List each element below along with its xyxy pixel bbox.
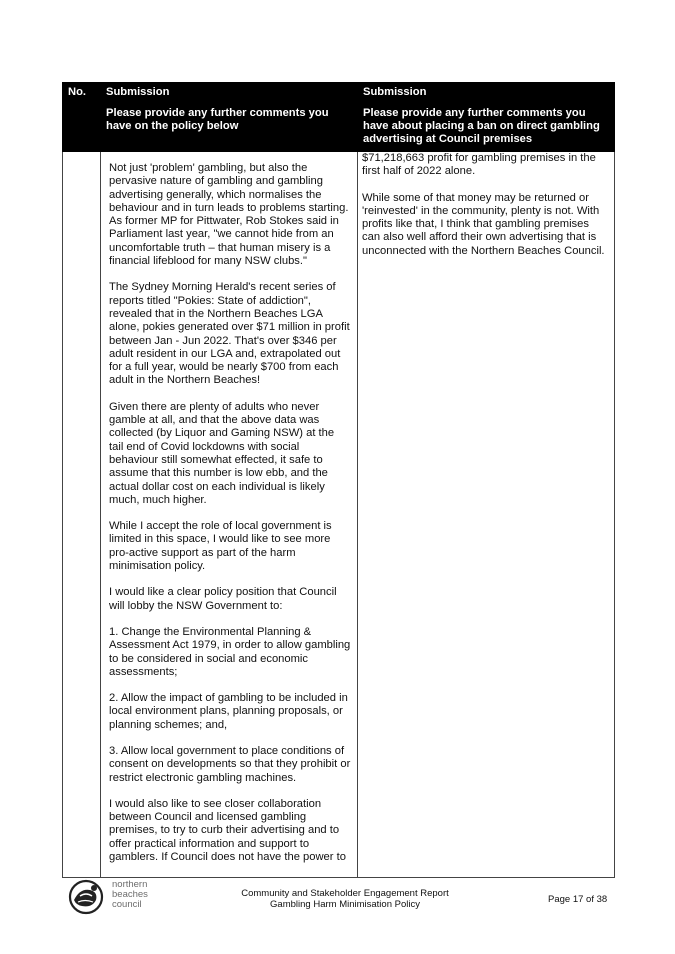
policy-paragraph: While I accept the role of local government is limited in this space, I would like to see more pro-active support as part of the harm minimisation policy. — [109, 520, 332, 573]
council-logo-text — [112, 880, 148, 910]
logo-text-line: council — [112, 899, 142, 910]
advertising-paragraph: While some of that money may be returned or 'reinvested' in the community, plenty is not. With profits like that, I think that gambling premises can also well afford their own advertising that is unconnected with the Northern Beaches Council. — [362, 191, 605, 257]
logo-text-line: northern — [112, 879, 148, 890]
policy-paragraph: 3. Allow local government to place conditions of consent on developments so that they prohibit or restrict electronic gambling machines. — [109, 744, 351, 784]
header-number: No. — [63, 83, 101, 152]
header-policy-title: Submission — [106, 86, 170, 98]
policy-paragraph: 1. Change the Environmental Planning & Assessment Act 1979, in order to allow gambling to be considered in social and economic assessments; — [109, 625, 351, 678]
table-header-row — [63, 83, 615, 152]
policy-paragraph: The Sydney Morning Herald's recent series of reports titled "Pokies: State of addiction", revealed that in the Northern Beaches LGA alone, pokies generated over $71 million in profit between Jan - Jun 2022. That's over $346 per adult resident in our LGA and, extrapolated out for a full year, would be nearly $700 from each adult in the Northern Beaches! — [109, 281, 350, 387]
page-number: Page 17 of 38 — [548, 894, 608, 905]
header-policy-subtitle: Please provide any further comments you have on the policy below — [106, 107, 329, 132]
table-row — [63, 152, 615, 878]
policy-paragraph: I would like a clear policy position that Council will lobby the NSW Government to: — [109, 586, 337, 612]
policy-paragraph: Given there are plenty of adults who never gamble at all, and that the above data was collected (by Liquor and Gaming NSW) at the tail end of Covid lockdowns with social behaviour still somewhat effected, it safe to assume that this number is low ebb, and the actual dollar cost on each individual is likely much, much higher. — [109, 400, 335, 506]
submissions-table — [62, 82, 615, 878]
policy-paragraph: I would also like to see closer collaboration between Council and licensed gambling premises, to try to curb their advertising and to offer practical information and support to gamblers. If Council does not have the power to — [109, 797, 346, 864]
report-title-line2: Gambling Harm Minimisation Policy — [270, 899, 420, 910]
advertising-comment-cell — [358, 152, 615, 878]
header-policy-comments — [101, 83, 358, 152]
page-footer — [0, 868, 675, 928]
council-logo-icon — [66, 878, 106, 916]
report-title-line1: Community and Stakeholder Engagement Report — [241, 888, 449, 899]
header-advertising-title: Submission — [363, 86, 427, 98]
logo-text-line: beaches — [112, 889, 148, 900]
policy-paragraph: Not just 'problem' gambling, but also the pervasive nature of gambling and gambling advertising generally, which normalises the behaviour and in turn leads to problems starting. As former MP for Pittwater, Rob Stokes said in Parliament last year, "we cannot hide from an uncomfortable truth – that human misery is a financial lifeblood for many NSW clubs." — [109, 162, 349, 268]
header-advertising-subtitle: Please provide any further comments you have about placing a ban on direct gambling advertising at Council premises — [363, 107, 600, 145]
report-title — [220, 888, 470, 910]
policy-comment-cell — [101, 152, 358, 878]
advertising-paragraph: $71,218,663 profit for gambling premises in the first half of 2022 alone. — [362, 152, 596, 178]
row-number-cell — [63, 152, 101, 878]
header-advertising-comments — [358, 83, 615, 152]
policy-paragraph: 2. Allow the impact of gambling to be included in local environment plans, planning proposals, or planning schemes; and, — [109, 692, 348, 731]
